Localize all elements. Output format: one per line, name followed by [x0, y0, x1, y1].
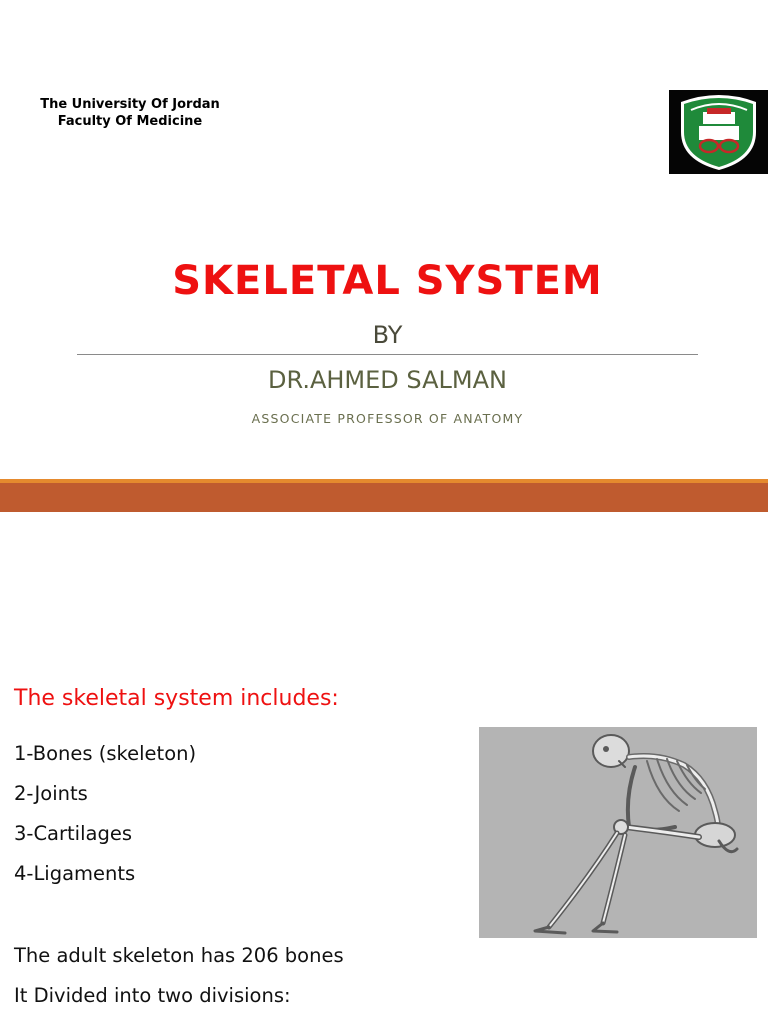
divider: [77, 354, 698, 355]
footer-band: [0, 483, 768, 512]
divisions-statement: It Divided into two divisions:: [14, 984, 291, 1007]
seated-skeleton-icon: [479, 727, 757, 938]
list-item: 1-Bones (skeleton): [14, 742, 197, 765]
university-name: The University Of Jordan: [40, 97, 220, 112]
university-crest-icon: [669, 90, 768, 174]
faculty-name: Faculty Of Medicine: [57, 114, 203, 129]
presentation-title: SKELETAL SYSTEM: [172, 258, 603, 304]
institution-name: [30, 96, 230, 130]
author-role: ASSOCIATE PROFESSOR OF ANATOMY: [251, 411, 524, 426]
list-item: 4-Ligaments: [14, 862, 136, 885]
by-label: BY: [372, 321, 403, 349]
content-heading: The skeletal system includes:: [14, 686, 339, 711]
list-item: 2-Joints: [14, 782, 88, 805]
bone-count-statement: The adult skeleton has 206 bones: [14, 944, 344, 967]
list-item: 3-Cartilages: [14, 822, 132, 845]
author-name: DR.AHMED SALMAN: [268, 366, 507, 394]
